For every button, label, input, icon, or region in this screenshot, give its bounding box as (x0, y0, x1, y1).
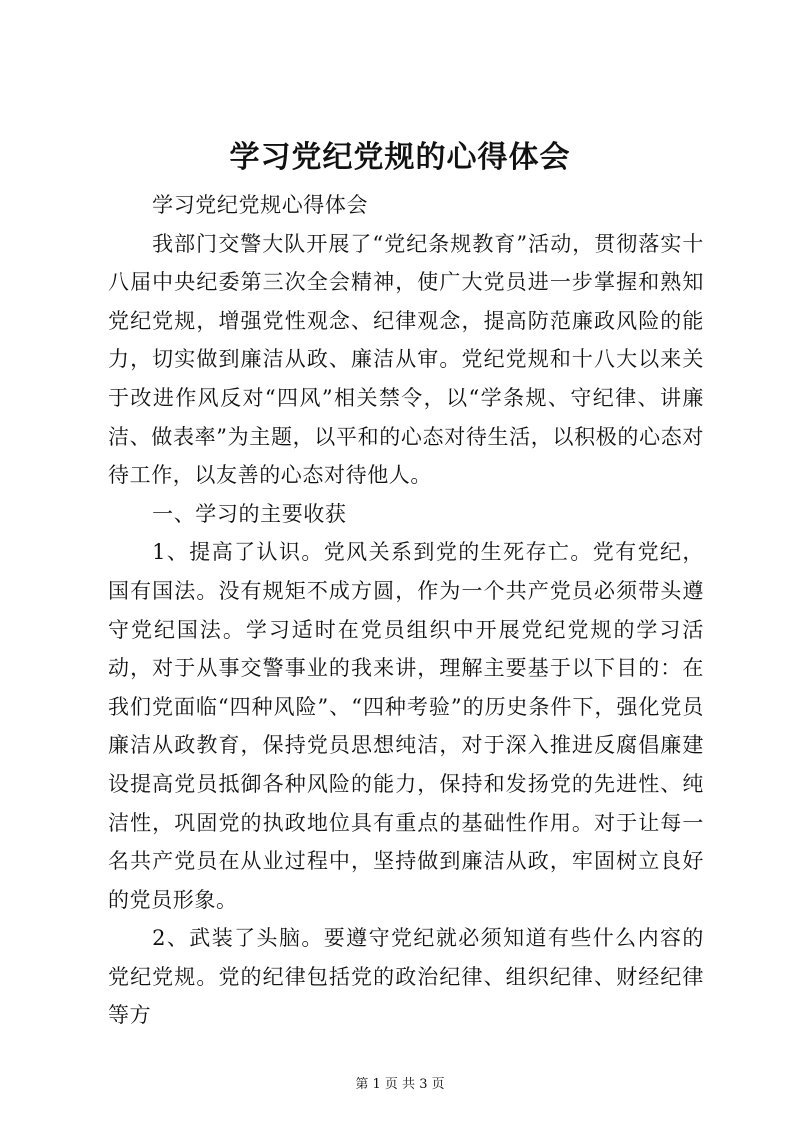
page-footer: 第 1 页 共 3 页 (355, 1077, 445, 1092)
paragraph-point-2: 2、武装了头脑。要遵守党纪就必须知道有些什么内容的党纪党规。党的纪律包括党的政治纪律、组织纪律、财经纪律等方 (108, 926, 704, 1028)
paragraph-intro: 我部门交警大队开展了“党纪条规教育”活动，贯彻落实十八届中央纪委第三次全会精神，使广大党员进一步掌握和熟知党纪党规，增强党性观念、纪律观念，提高防范廉政风险的能力，切实做到廉洁从政、廉洁从审。党纪党规和十八大以来关于改进作风反对“四风”相关禁令，以“学条规、守纪律、讲廉洁、做表率”为主题，以平和的心态对待生活，以积极的心态对待工作，以友善的心态对待他人。 (108, 231, 704, 488)
document-title: 学习党纪党规的心得体会 (229, 140, 571, 175)
section-heading: 一、学习的主要收获 (152, 501, 347, 526)
document-body (108, 186, 704, 1035)
paragraph-point-1: 1、提高了认识。党风关系到党的生死存亡。党有党纪，国有国法。没有规矩不成方圆，作为一个共产党员必须带头遵守党纪国法。学习适时在党员组织中开展党纪党规的学习活动，对于从事交警事业的我来讲，理解主要基于以下目的：在我们党面临“四种风险”、“四种考验”的历史条件下，强化党员廉洁从政教育，保持党员思想纯洁，对于深入推进反腐倡廉建设提高党员抵御各种风险的能力，保持和发扬党的先进性、纯洁性，巩固党的执政地位具有重点的基础性作用。对于让每一名共产党员在从业过程中，坚持做到廉洁从政，牢固树立良好的党员形象。 (108, 540, 704, 912)
paragraph-subtitle: 学习党纪党规心得体会 (152, 193, 369, 217)
